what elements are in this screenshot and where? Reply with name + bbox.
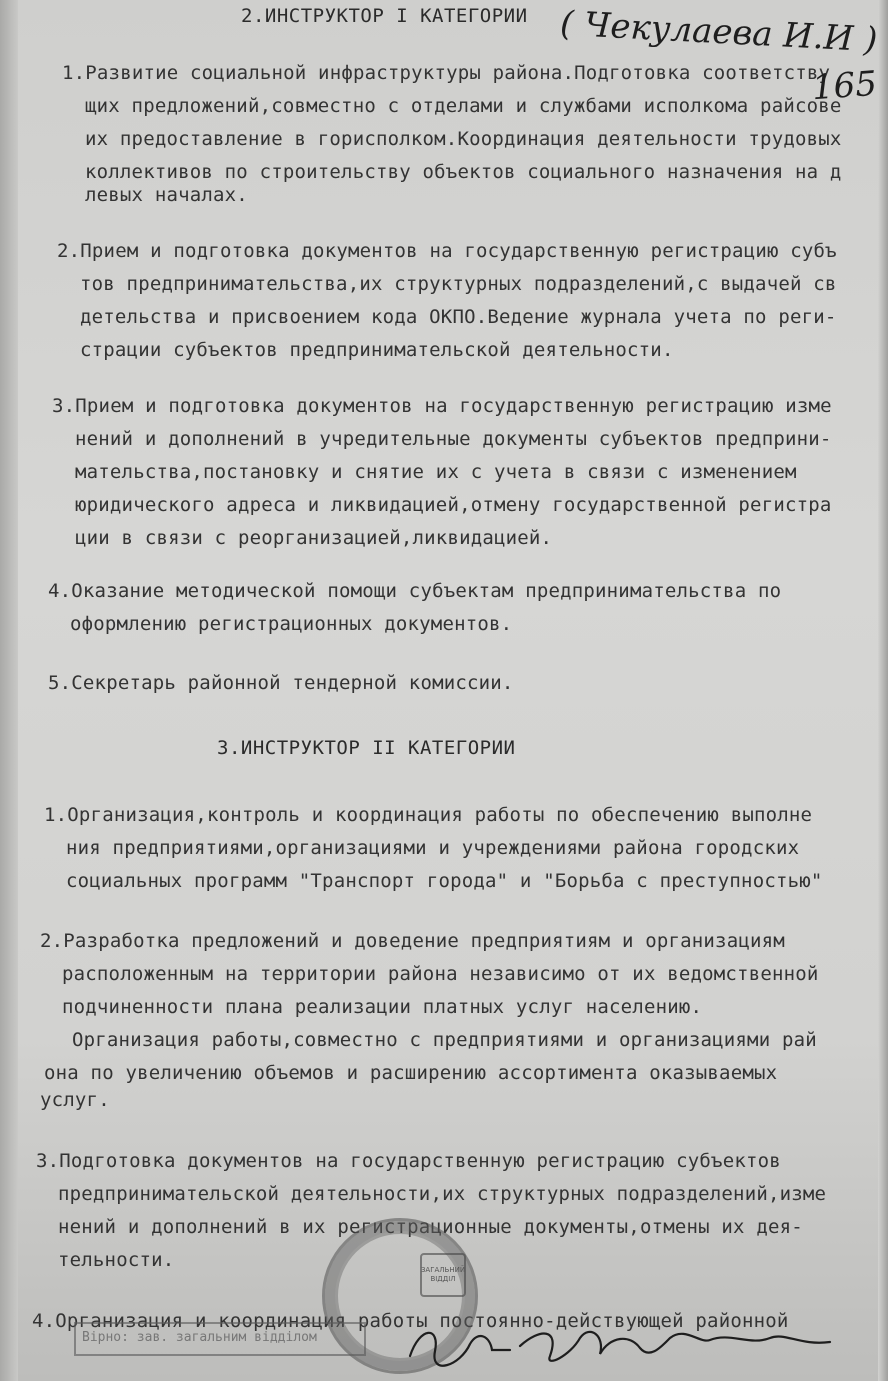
page-fold-shadow [0, 0, 18, 1381]
text-line: 4.Организация и координация работы постоянно-действующей районной [32, 1310, 789, 1332]
handwritten-name: ( Чекулаева И.И ) [559, 3, 879, 61]
text-line: ния предприятиями,организациями и учреждениями района городских [66, 837, 800, 859]
text-line: щих предложений,совместно с отделами и службами исполкома райсове [85, 95, 842, 117]
text-line: нений и дополнений в учредительные документы субъектов предприни- [75, 428, 832, 450]
text-line: детельства и присвоением кода ОКПО.Ведение журнала учета по реги- [80, 306, 837, 328]
verification-stamp: Вірно: зав. загальним відділом [74, 1322, 366, 1356]
text-line: 4.Оказание методической помощи субъектам предпринимательства по [48, 580, 782, 602]
text-line: подчиненности плана реализации платных услуг населению. [62, 996, 703, 1018]
text-line: 5.Секретарь районной тендерной комиссии. [48, 672, 514, 694]
text-line: левых началах. [85, 184, 248, 206]
text-line: она по увеличению объемов и расширению ассортимента оказываемых [44, 1062, 778, 1084]
text-line: расположенным на территории района независимо от их ведомственной [62, 963, 819, 985]
text-line: 1.Развитие социальной инфраструктуры района.Подготовка соответству [62, 62, 831, 84]
text-line: Организация работы,совместно с предприятиями и организациями рай [72, 1029, 817, 1051]
text-line: страции субъектов предпринимательской деятельности. [80, 339, 674, 361]
text-line: ции в связи с реорганизацией,ликвидацией. [75, 527, 553, 549]
text-line: тов предпринимательства,их структурных подразделений,с выдачей св [80, 273, 837, 295]
text-line: нений и дополнений в их регистрационные документы,отмены их дея- [58, 1216, 803, 1238]
text-line: коллективов по строительству объектов социального назначения на д [85, 161, 842, 183]
text-line: 1.Организация,контроль и координация работы по обеспечению выполне [44, 804, 813, 826]
stamp-inner-box: ЗАГАЛЬНИЙ ВІДДІЛ [420, 1253, 466, 1297]
section-heading: 2.ИНСТРУКТОР I КАТЕГОРИИ [241, 5, 528, 27]
text-line: 2.Разработка предложений и доведение предприятиям и организациям [40, 930, 785, 952]
signature [400, 1316, 840, 1376]
text-line: 3.Прием и подготовка документов на государственную регистрацию изме [52, 395, 832, 417]
text-line: оформлению регистрационных документов. [70, 613, 513, 635]
text-line: 2.Прием и подготовка документов на государственную регистрацию субъ [57, 240, 837, 262]
text-line: юридического адреса и ликвидацией,отмену государственной регистра [75, 494, 832, 516]
text-line: их предоставление в горисполком.Координация деятельности трудовых [85, 128, 842, 150]
text-line: мательства,постановку и снятие их с учета в связи с изменением [75, 461, 797, 483]
page-edge-shadow [878, 0, 888, 1381]
section-heading: 3.ИНСТРУКТОР II КАТЕГОРИИ [217, 737, 516, 759]
text-line: услуг. [40, 1089, 110, 1111]
text-line: предпринимательской деятельности,их структурных подразделений,изме [58, 1183, 827, 1205]
text-line: социальных программ "Транспорт города" и "Борьба с преступностью" [66, 870, 823, 892]
text-line: тельности. [58, 1249, 175, 1271]
text-line: 3.Подготовка документов на государственную регистрацию субъектов [36, 1150, 781, 1172]
folio-number: 165 [810, 63, 879, 109]
